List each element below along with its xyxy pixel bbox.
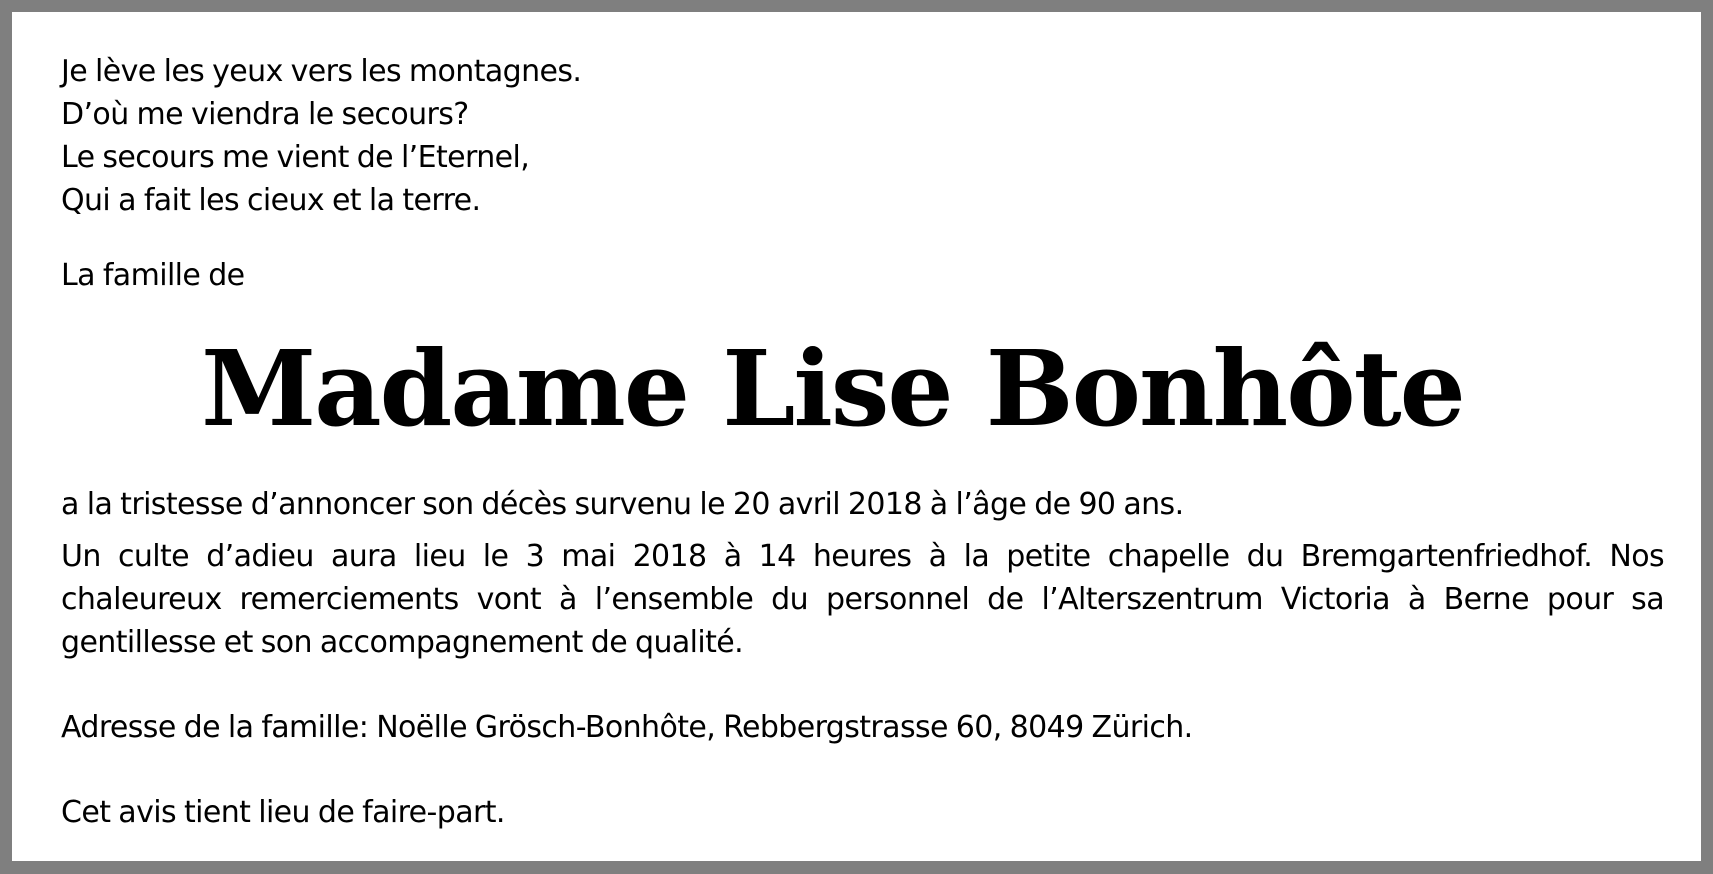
death-announcement: a la tristesse d’annoncer son décès survenu le 20 avril 2018 à l’âge de 90 ans. xyxy=(61,487,1184,522)
ceremony-details: Un culte d’adieu aura lieu le 3 mai 2018 à 14 heures à la petite chapelle du Bremgartenfriedhof. Nos chaleureux remerciements vont à l’ensemble du personnel de l’Alterszentrum Victoria à Berne pour sa gentillesse et son accompagnement de qualité. xyxy=(61,539,1664,660)
verse-line: Je lève les yeux vers les montagnes. xyxy=(61,54,582,89)
family-address: Adresse de la famille: Noëlle Grösch-Bonhôte, Rebbergstrasse 60, 8049 Zürich. xyxy=(61,710,1193,745)
verse-line: D’où me viendra le secours? xyxy=(61,97,469,132)
verse-line: Qui a fait les cieux et la terre. xyxy=(61,183,481,218)
verse-line: Le secours me vient de l’Eternel, xyxy=(61,140,530,175)
family-intro: La famille de xyxy=(61,258,245,293)
psalm-verse xyxy=(61,50,1664,222)
notice-statement: Cet avis tient lieu de faire-part. xyxy=(61,795,505,830)
deceased-name: Madame Lise Bonhôte xyxy=(201,327,1464,450)
obituary-content xyxy=(61,50,1664,834)
